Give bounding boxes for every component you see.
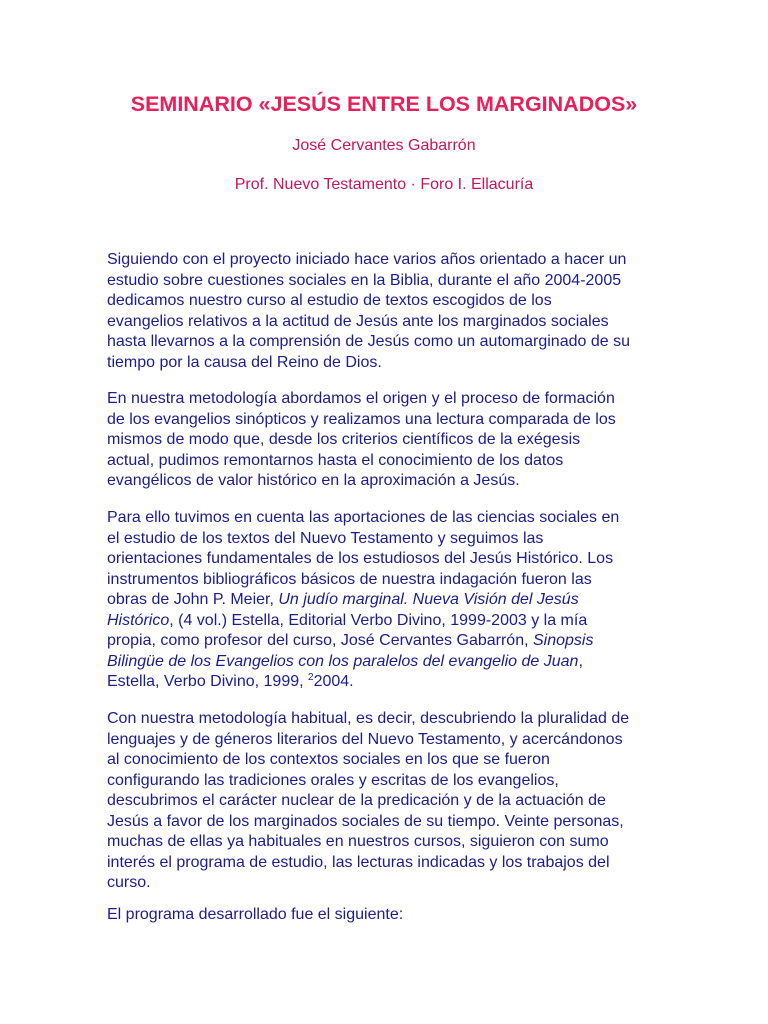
author-affiliation: Prof. Nuevo Testamento · Foro I. Ellacuría — [234, 176, 534, 193]
text-line: En nuestra metodología abordamos el origen y el proceso de formación — [107, 390, 615, 407]
text-run: , — [578, 652, 583, 670]
paragraph-intro — [107, 250, 667, 373]
author-name: José Cervantes Gabarrón — [292, 137, 476, 154]
paragraph-program-intro — [107, 905, 667, 926]
text-line — [107, 611, 667, 632]
text-line: Jesús a favor de los marginados sociales de su tiempo. Veinte personas, — [107, 812, 624, 830]
paragraph-methodology — [107, 389, 667, 492]
text-line: orientaciones fundamentales de los estudiosos del Jesús Histórico. Los — [107, 550, 614, 567]
text-line: El programa desarrollado fue el siguiente: — [107, 906, 404, 923]
text-run: , (4 vol.) Estella, Editorial Verbo Divino, 1999-2003 y la mía — [169, 611, 588, 629]
text-line: mismos de modo que, desde los criterios científicos de la exégesis — [107, 431, 581, 448]
book-title-sinopsis-cont: Bilingüe de los Evangelios con los paralelos del evangelio de Juan — [107, 652, 579, 670]
text-run: obras de John P. Meier, — [107, 591, 279, 608]
text-line: Siguiendo con el proyecto iniciado hace varios años orientado a hacer un — [107, 251, 627, 268]
paragraph-sources — [107, 508, 667, 693]
paragraph-results — [107, 709, 667, 894]
text-line: Con nuestra metodología habitual, es decir, descubriendo la pluralidad de — [107, 710, 630, 727]
text-line: descubrimos el carácter nuclear de la predicación y de la actuación de — [107, 792, 606, 809]
text-line: evangelios relativos a la actitud de Jesús ante los marginados sociales — [107, 312, 609, 330]
text-line: el estudio de los textos del Nuevo Testamento y seguimos las — [107, 529, 544, 547]
text-line: instrumentos bibliográficos básicos de nuestra indagación fueron las — [107, 570, 592, 588]
text-line: tiempo por la causa del Reino de Dios. — [107, 353, 382, 371]
text-line — [107, 672, 667, 693]
text-run: 2004. — [313, 673, 354, 690]
text-line: configurando las tradiciones orales y escritas de los evangelios, — [107, 771, 559, 789]
text-line: hasta llevarnos a la comprensión de Jesús como un automarginado de su — [107, 333, 630, 350]
edition-superscript: 2 — [308, 672, 314, 683]
text-line: dedicamos nuestro curso al estudio de textos escogidos de los — [107, 292, 552, 309]
text-line: interés el programa de estudio, las lecturas indicadas y los trabajos del — [107, 853, 610, 871]
page-title: SEMINARIO «JESÚS ENTRE LOS MARGINADOS» — [130, 92, 638, 116]
text-line — [107, 590, 667, 611]
book-title-meier-cont: Histórico — [107, 611, 170, 629]
text-line — [107, 652, 667, 673]
book-title-sinopsis: Sinopsis — [532, 632, 594, 649]
text-line — [107, 631, 667, 652]
book-title-meier: Un judío marginal. Nueva Visión del Jesús — [278, 591, 579, 608]
text-line: al conocimiento de los contextos sociales en los que se fueron — [107, 751, 550, 768]
text-line: evangélicos de valor histórico en la aproximación a Jesús. — [107, 472, 520, 489]
text-run: Estella, Verbo Divino, 1999, — [107, 673, 309, 690]
text-line: de los evangelios sinópticos y realizamos una lectura comparada de los — [107, 410, 616, 428]
text-line: actual, pudimos remontarnos hasta el conocimiento de los datos — [107, 451, 564, 469]
text-line: Para ello tuvimos en cuenta las aportaciones de las ciencias sociales en — [107, 509, 620, 526]
text-run: propia, como profesor del curso, José Cervantes Gabarrón, — [107, 632, 533, 649]
text-line: curso. — [107, 874, 151, 891]
text-line: lenguajes y de géneros literarios del Nuevo Testamento, y acercándonos — [107, 730, 623, 748]
text-line: estudio sobre cuestiones sociales en la Biblia, durante el año 2004-2005 — [107, 271, 622, 289]
text-line: muchas de ellas ya habituales en nuestros cursos, siguieron con sumo — [107, 833, 609, 850]
